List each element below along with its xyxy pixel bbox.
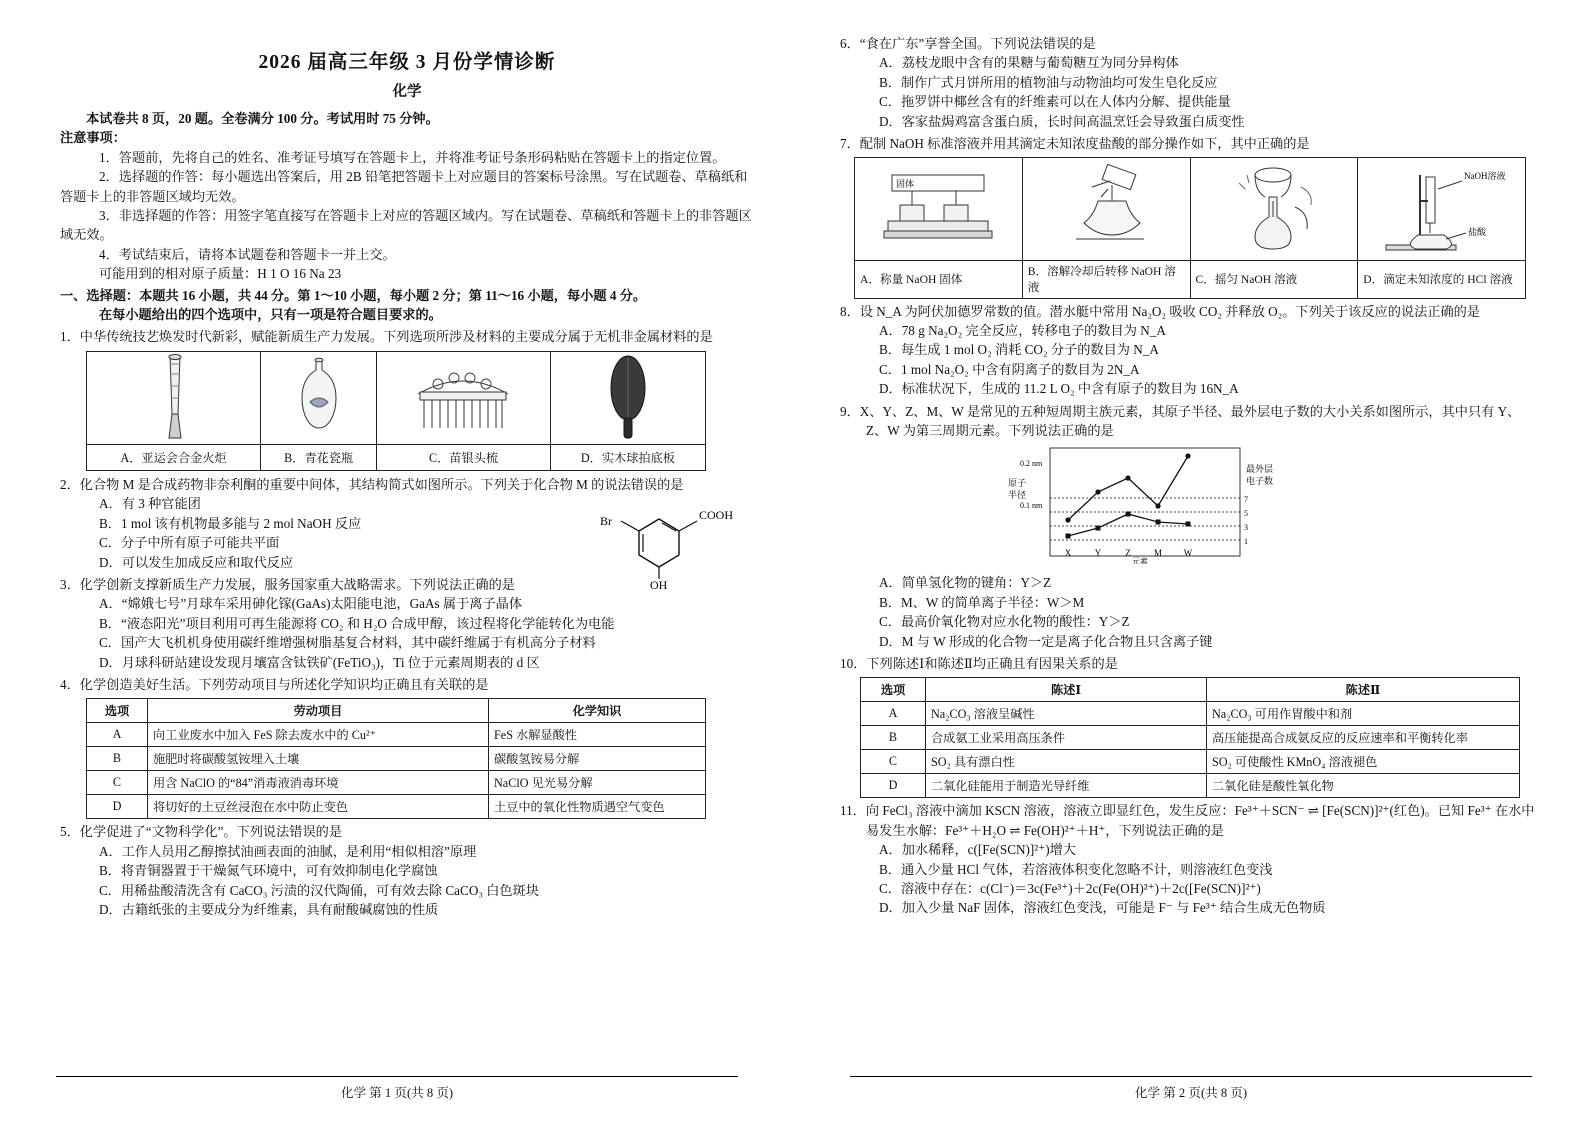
svg-text:盐酸: 盐酸: [1467, 227, 1486, 238]
q7-caption-a: A．称量 NaOH 固体: [855, 261, 1023, 298]
q5-option-b: B．将青铜器置于干燥氮气环境中，可有效抑制电化学腐蚀: [99, 863, 438, 879]
svg-text:电子数: 电子数: [1246, 476, 1274, 487]
q8-option-c: C．1 mol Na₂O₂ 中含有阴离子的数目为 2N_A: [879, 361, 1140, 377]
svg-text:原子: 原子: [1008, 478, 1027, 489]
note-item-1: 1．答题前，先将自己的姓名、准考证号填写在答题卡上，并将准考证号条形码粘贴在答题卡上的指定位置。: [99, 149, 726, 165]
q5-option-a: A．工作人员用乙醇擦拭油画表面的油腻，是利用“相似相溶”原理: [99, 843, 477, 859]
q6-option-d: D．客家盐焗鸡富含蛋白质，长时间高温烹饪会导致蛋白质变性: [879, 113, 1245, 129]
q7-image-balance: [855, 158, 1023, 261]
right-page-column: [794, 0, 1588, 1123]
question-11-stem: 11．向 FeCl₃ 溶液中滴加 KSCN 溶液，溶液立即显红色，发生反应：Fe³⁺＋SCN⁻ ⇌ [Fe(SCN)]²⁺(红色)。已知 Fe³⁺ 在水中易发生水解：Fe³⁺＋H₂O ⇌ Fe(OH)²⁺＋H⁺，下列说法正确的是: [840, 803, 1535, 838]
q2-option-c: C．分子中所有原子可能共平面: [99, 535, 280, 551]
q7-caption-d: D．滴定未知浓度的 HCl 溶液: [1358, 261, 1526, 298]
q4-row-a-option: A: [87, 723, 148, 747]
question-10-stem: 10．下列陈述Ⅰ和陈述Ⅱ均正确且有因果关系的是: [840, 656, 1118, 672]
q1-option-b: B．青花瓷瓶: [261, 444, 377, 470]
q10-row-b-s2: 高压能提高合成氨反应的反应速率和平衡转化率: [1207, 726, 1520, 750]
svg-text:OH: OH: [650, 578, 668, 593]
note-item-4: 4．考试结束后，请将本试题卷和答题卡一并上交。: [99, 246, 396, 262]
q8-option-a: A．78 g Na₂O₂ 完全反应，转移电子的数目为 N_A: [879, 322, 1166, 338]
table-row: [861, 702, 1520, 726]
svg-text:5: 5: [1244, 509, 1248, 519]
q4-row-c-option: C: [87, 771, 148, 795]
q10-row-d-s1: 二氧化硅能用于制造光导纤维: [926, 774, 1207, 798]
q4-header-knowledge: 化学知识: [489, 699, 706, 723]
q4-row-b-labor: 施肥时将碳酸氢铵埋入土壤: [148, 747, 489, 771]
right-page-footer: [794, 1076, 1588, 1101]
q1-option-c: C．苗银头梳: [377, 444, 551, 470]
q4-row-b-option: B: [87, 747, 148, 771]
atomic-mass-note: 可能用到的相对原子质量：H 1 O 16 Na 23: [99, 266, 342, 282]
q10-row-c-s1: SO₂ 具有漂白性: [926, 750, 1207, 774]
page-title: 2026 届高三年级 3 月份学情诊断: [258, 52, 556, 73]
svg-text:M: M: [1153, 548, 1163, 559]
q2-option-a: A．有 3 种官能团: [99, 496, 201, 512]
q7-caption-b: B．溶解冷却后转移 NaOH 溶液: [1022, 261, 1190, 298]
q3-option-b: B．“液态阳光”项目利用可再生能源将 CO₂ 和 H₂O 合成甲醇，该过程将化学能转化为电能: [99, 615, 615, 631]
question-7-stem: 7．配制 NaOH 标准溶液并用其滴定未知浓度盐酸的部分操作如下，其中正确的是: [840, 136, 1310, 152]
q2-option-b: B．1 mol 该有机物最多能与 2 mol NaOH 反应: [99, 515, 362, 531]
question-1-figure-table: [60, 351, 754, 471]
q10-row-d-option: D: [861, 774, 926, 798]
svg-text:X: X: [1064, 548, 1072, 559]
q11-option-d: D．加入少量 NaF 固体，溶液红色变浅，可能是 F⁻ 与 Fe³⁺ 结合生成无色物质: [879, 900, 1326, 916]
q9-option-a: A．简单氢化物的键角：Y＞Z: [879, 575, 1052, 591]
q10-row-a-s1: Na₂CO₃ 溶液呈碱性: [926, 702, 1207, 726]
table-row: [861, 750, 1520, 774]
table-header-row: [861, 678, 1520, 702]
question-8-stem: 8．设 N_A 为阿伏加德罗常数的值。潜水艇中常用 Na₂O₂ 吸收 CO₂ 并释放 O₂。下列关于该反应的说法正确的是: [840, 303, 1481, 319]
svg-text:3: 3: [1244, 523, 1248, 533]
subject-title: 化学: [392, 84, 422, 100]
footer-divider: [850, 1076, 1532, 1077]
question-4-stem: 4．化学创造美好生活。下列劳动项目与所述化学知识均正确且有关联的是: [60, 676, 489, 692]
svg-text:1: 1: [1244, 537, 1248, 547]
q1-image-paddle: [550, 351, 705, 444]
q4-row-d-labor: 将切好的土豆丝浸泡在水中防止变色: [148, 795, 489, 819]
q7-caption-c: C．摇匀 NaOH 溶液: [1190, 261, 1358, 298]
q4-row-b-knowledge: 碳酸氢铵易分解: [489, 747, 706, 771]
question-9-chart: [990, 444, 1538, 569]
q10-row-b-option: B: [861, 726, 926, 750]
q9-option-c: C．最高价氧化物对应水化物的酸性：Y＞Z: [879, 614, 1130, 630]
q4-row-a-knowledge: FeS 水解显酸性: [489, 723, 706, 747]
q4-header-option: 选项: [87, 699, 148, 723]
q4-row-a-labor: 向工业废水中加入 FeS 除去废水中的 Cu²⁺: [148, 723, 489, 747]
q6-option-a: A．荔枝龙眼中含有的果糖与葡萄糖互为同分异构体: [879, 55, 1179, 71]
table-header-row: [87, 699, 706, 723]
q4-row-d-option: D: [87, 795, 148, 819]
svg-text:Br: Br: [600, 514, 612, 529]
footer-divider: [56, 1076, 738, 1077]
q7-image-titration: [1358, 158, 1526, 261]
q7-image-transfer: [1022, 158, 1190, 261]
left-page-number: 化学 第 1 页(共 8 页): [340, 1086, 454, 1100]
notes-title: 注意事项：: [60, 130, 126, 146]
q10-row-a-s2: Na₂CO₃ 可用作胃酸中和剂: [1207, 702, 1520, 726]
table-row: [87, 723, 706, 747]
q10-row-b-s1: 合成氨工业采用高压条件: [926, 726, 1207, 750]
q8-option-b: B．每生成 1 mol O₂ 消耗 CO₂ 分子的数目为 N_A: [879, 342, 1159, 358]
svg-text:W: W: [1183, 548, 1193, 559]
section1-title: 一、选择题：本题共 16 小题，共 44 分。第 1～10 小题，每小题 2 分；第 11～16 小题，每小题 4 分。: [60, 287, 647, 303]
q6-option-c: C．拖罗饼中椰丝含有的纤维素可以在人体内分解、提供能量: [879, 94, 1231, 110]
q2-structure-diagram: [564, 501, 754, 593]
svg-text:0.2 nm: 0.2 nm: [1020, 459, 1043, 469]
q10-header-option: 选项: [861, 678, 926, 702]
q3-option-d: D．月球科研站建设发现月壤富含钛铁矿(FeTiO₃)，Ti 位于元素周期表的 d 区: [99, 654, 540, 670]
table-row: [861, 774, 1520, 798]
q3-option-a: A．“嫦娥七号”月球车采用砷化镓(GaAs)太阳能电池，GaAs 属于离子晶体: [99, 596, 523, 612]
q4-header-labor: 劳动项目: [148, 699, 489, 723]
question-4-table: [86, 698, 706, 819]
q1-option-d: D．实木球拍底板: [550, 444, 705, 470]
q3-option-c: C．国产大飞机机身使用碳纤维增强树脂基复合材料，其中碳纤维属于有机高分子材料: [99, 635, 596, 651]
q11-option-c: C．溶液中存在：c(Cl⁻)＝3c(Fe³⁺)＋2c(Fe(OH)²⁺)＋2c([Fe(SCN)]²⁺): [879, 881, 1261, 897]
q8-option-d: D．标准状况下，生成的 11.2 L O₂ 中含有原子的数目为 16N_A: [879, 381, 1239, 397]
q10-row-c-option: C: [861, 750, 926, 774]
svg-text:固体: 固体: [896, 179, 915, 190]
q10-header-statement1: 陈述Ⅰ: [926, 678, 1207, 702]
q11-option-a: A．加水稀释，c([Fe(SCN)]²⁺)增大: [879, 842, 1076, 858]
note-item-2: 2．选择题的作答：每小题选出答案后，用 2B 铅笔把答题卡上对应题目的答案标号涂黑。写在试题卷、草稿纸和答题卡上的非答题区域均无效。: [60, 169, 748, 204]
table-row: [87, 795, 706, 819]
table-row: [861, 726, 1520, 750]
q1-image-comb: [377, 351, 551, 444]
svg-text:COOH: COOH: [699, 508, 734, 523]
svg-text:最外层: 最外层: [1246, 464, 1274, 475]
exam-info: 本试卷共 8 页，20 题。全卷满分 100 分。考试用时 75 分钟。: [86, 111, 439, 126]
question-5-stem: 5．化学促进了“文物科学化”。下列说法错误的是: [60, 824, 343, 840]
q2-option-d: D．可以发生加成反应和取代反应: [99, 554, 294, 570]
question-7-figure-table: [854, 157, 1526, 298]
question-10-table: [860, 677, 1520, 798]
q6-option-b: B．制作广式月饼所用的植物油与动物油均可发生皂化反应: [879, 74, 1218, 90]
q9-option-d: D．M 与 W 形成的化合物一定是离子化合物且只含离子键: [879, 633, 1213, 649]
svg-text:0.1 nm: 0.1 nm: [1020, 501, 1043, 511]
q10-header-statement2: 陈述Ⅱ: [1207, 678, 1520, 702]
table-row: [87, 747, 706, 771]
q10-row-d-s2: 二氧化硅是酸性氧化物: [1207, 774, 1520, 798]
svg-text:7: 7: [1244, 495, 1248, 505]
q9-option-b: B．M、W 的简单离子半径：W＞M: [879, 594, 1085, 610]
svg-text:NaOH溶液: NaOH溶液: [1463, 171, 1506, 182]
q1-option-a: A．亚运会合金火炬: [87, 444, 261, 470]
left-page-footer: [0, 1076, 794, 1101]
right-page-number: 化学 第 2 页(共 8 页): [1134, 1086, 1248, 1100]
q7-image-shaking: [1190, 158, 1358, 261]
question-6-stem: 6．“食在广东”享誉全国。下列说法错误的是: [840, 36, 1096, 51]
svg-text:半径: 半径: [1008, 490, 1027, 501]
q5-option-c: C．用稀盐酸清洗含有 CaCO₃ 污渍的汉代陶俑，可有效去除 CaCO₃ 白色斑块: [99, 882, 539, 898]
q10-row-a-option: A: [861, 702, 926, 726]
question-3-stem: 3．化学创新支撑新质生产力发展，服务国家重大战略需求。下列说法正确的是: [60, 576, 515, 592]
svg-text:Z: Z: [1125, 548, 1131, 559]
q10-row-c-s2: SO₂ 可使酸性 KMnO₄ 溶液褪色: [1207, 750, 1520, 774]
q4-row-c-knowledge: NaClO 见光易分解: [489, 771, 706, 795]
q11-option-b: B．通入少量 HCl 气体，若溶液体积变化忽略不计，则溶液红色变浅: [879, 861, 1273, 877]
question-9-stem: 9．X、Y、Z、M、W 是常见的五种短周期主族元素，其原子半径、最外层电子数的大小关系如图所示，其中只有 Y、Z、W 为第三周期元素。下列说法正确的是: [840, 403, 1521, 438]
question-1-stem: 1．中华传统技艺焕发时代新彩，赋能新质生产力发展。下列选项所涉及材料的主要成分属于无机非金属材料的是: [60, 329, 713, 345]
svg-text:元素: 元素: [1132, 557, 1148, 565]
table-row: [87, 771, 706, 795]
q4-row-c-labor: 用含 NaClO 的“84”消毒液消毒环境: [148, 771, 489, 795]
svg-text:Y: Y: [1094, 548, 1102, 559]
q4-row-d-knowledge: 土豆中的氧化性物质遇空气变色: [489, 795, 706, 819]
q1-image-torch: [87, 351, 261, 444]
q5-option-d: D．古籍纸张的主要成分为纤维素，具有耐酸碱腐蚀的性质: [99, 901, 439, 917]
q1-image-vase: [261, 351, 377, 444]
note-item-3: 3．非选择题的作答：用签字笔直接写在答题卡上对应的答题区域内。写在试题卷、草稿纸和答题卡上的非答题区域无效。: [60, 208, 752, 243]
section1-subtitle: 在每小题给出的四个选项中，只有一项是符合题目要求的。: [99, 307, 442, 323]
question-2-stem: 2．化合物 M 是合成药物非奈利酮的重要中间体，其结构简式如图所示。下列关于化合物 M 的说法错误的是: [60, 476, 684, 492]
